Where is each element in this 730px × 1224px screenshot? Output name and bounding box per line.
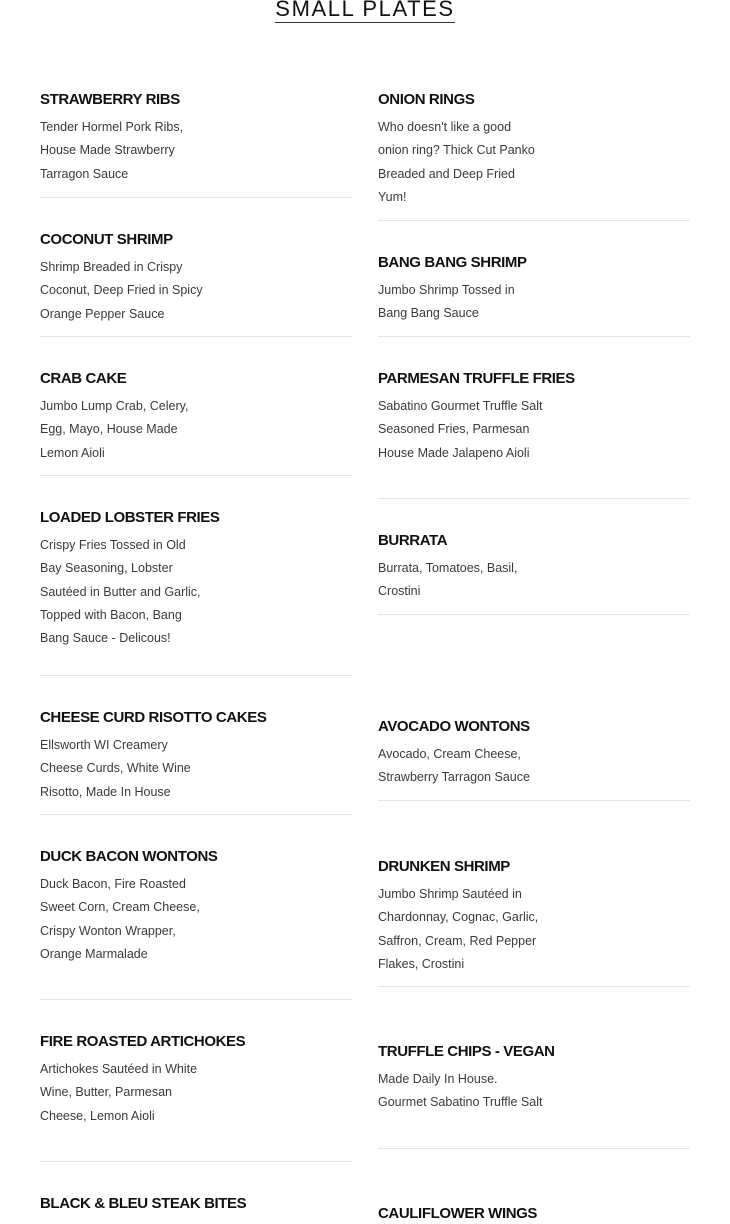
menu-item	[378, 1042, 690, 1149]
menu-item-description: Shrimp Breaded in Crispy Coconut, Deep Fried in Spicy Orange Pepper Sauce	[40, 260, 203, 321]
menu-item	[40, 230, 352, 337]
menu-item-name: CHEESE CURD RISOTTO CAKES	[40, 709, 267, 726]
menu-item	[40, 369, 352, 476]
menu-item	[40, 90, 352, 198]
menu-item-name: CAULIFLOWER WINGS	[378, 1205, 538, 1222]
menu-item	[378, 369, 690, 499]
menu-column-left	[40, 90, 352, 1214]
menu-item-description: Ellsworth WI Creamery Cheese Curds, White Wine Risotto, Made In House	[40, 738, 191, 799]
menu-item-name: TRUFFLE CHIPS - VEGAN	[378, 1043, 555, 1060]
menu-item	[40, 708, 352, 815]
menu-column-right	[378, 90, 690, 1224]
menu-item-name: DRUNKEN SHRIMP	[378, 858, 510, 875]
menu-item	[40, 847, 352, 1000]
menu-item	[378, 1204, 690, 1224]
menu-item-name: BANG BANG SHRIMP	[378, 254, 527, 271]
menu-item-description: Sabatino Gourmet Truffle Salt Seasoned Fries, Parmesan House Made Jalapeno Aioli	[378, 399, 543, 460]
menu-item-name: ONION RINGS	[378, 91, 475, 108]
menu-item	[378, 717, 690, 801]
menu-item	[378, 253, 690, 337]
menu-item-description: Crispy Fries Tossed in Old Bay Seasoning, Lobster Sautéed in Butter and Garlic, Topped with Bacon, Bang Bang Sauce - Delicous!	[40, 538, 201, 646]
menu-item-description: Avocado, Cream Cheese, Strawberry Tarragon Sauce	[378, 747, 530, 785]
menu-item-name: BLACK & BLEU STEAK BITES	[40, 1195, 247, 1212]
menu-item-description: Jumbo Shrimp Sautéed in Chardonnay, Cognac, Garlic, Saffron, Cream, Red Pepper Flakes, Crostini	[378, 887, 539, 971]
menu-item-name: FIRE ROASTED ARTICHOKES	[40, 1033, 246, 1050]
section-title	[0, 0, 730, 24]
menu-item-description: Made Daily In House. Gourmet Sabatino Truffle Salt	[378, 1072, 543, 1110]
menu-item	[40, 1194, 352, 1214]
menu-item-description: Jumbo Shrimp Tossed in Bang Bang Sauce	[378, 283, 515, 321]
menu-item-name: PARMESAN TRUFFLE FRIES	[378, 370, 575, 387]
menu-item-description: Tender Hormel Pork Ribs, House Made Strawberry Tarragon Sauce	[40, 120, 184, 181]
menu-item	[378, 531, 690, 615]
menu-item-name: AVOCADO WONTONS	[378, 718, 530, 735]
menu-item-description: Duck Bacon, Fire Roasted Sweet Corn, Cream Cheese, Crispy Wonton Wrapper, Orange Marmalade	[40, 877, 200, 961]
menu-item-name: CRAB CAKE	[40, 370, 127, 387]
menu-item-name: DUCK BACON WONTONS	[40, 848, 218, 865]
menu-item-name: BURRATA	[378, 532, 448, 549]
menu-item-name: LOADED LOBSTER FRIES	[40, 509, 220, 526]
menu-item-description: Who doesn't like a good onion ring? Thick Cut Panko Breaded and Deep Fried Yum!	[378, 120, 535, 204]
menu-item	[40, 508, 352, 676]
menu-item-name: STRAWBERRY RIBS	[40, 91, 180, 108]
section-title-text: SMALL PLATES	[275, 0, 454, 23]
menu-item	[378, 90, 690, 221]
menu-item-description: Burrata, Tomatoes, Basil, Crostini	[378, 561, 518, 599]
menu-item-description: Artichokes Sautéed in White Wine, Butter, Parmesan Cheese, Lemon Aioli	[40, 1062, 198, 1123]
menu-item-description: Jumbo Lump Crab, Celery, Egg, Mayo, House Made Lemon Aioli	[40, 399, 189, 460]
menu-item	[378, 857, 690, 987]
menu-item	[40, 1032, 352, 1162]
menu-item-name: COCONUT SHRIMP	[40, 231, 173, 248]
